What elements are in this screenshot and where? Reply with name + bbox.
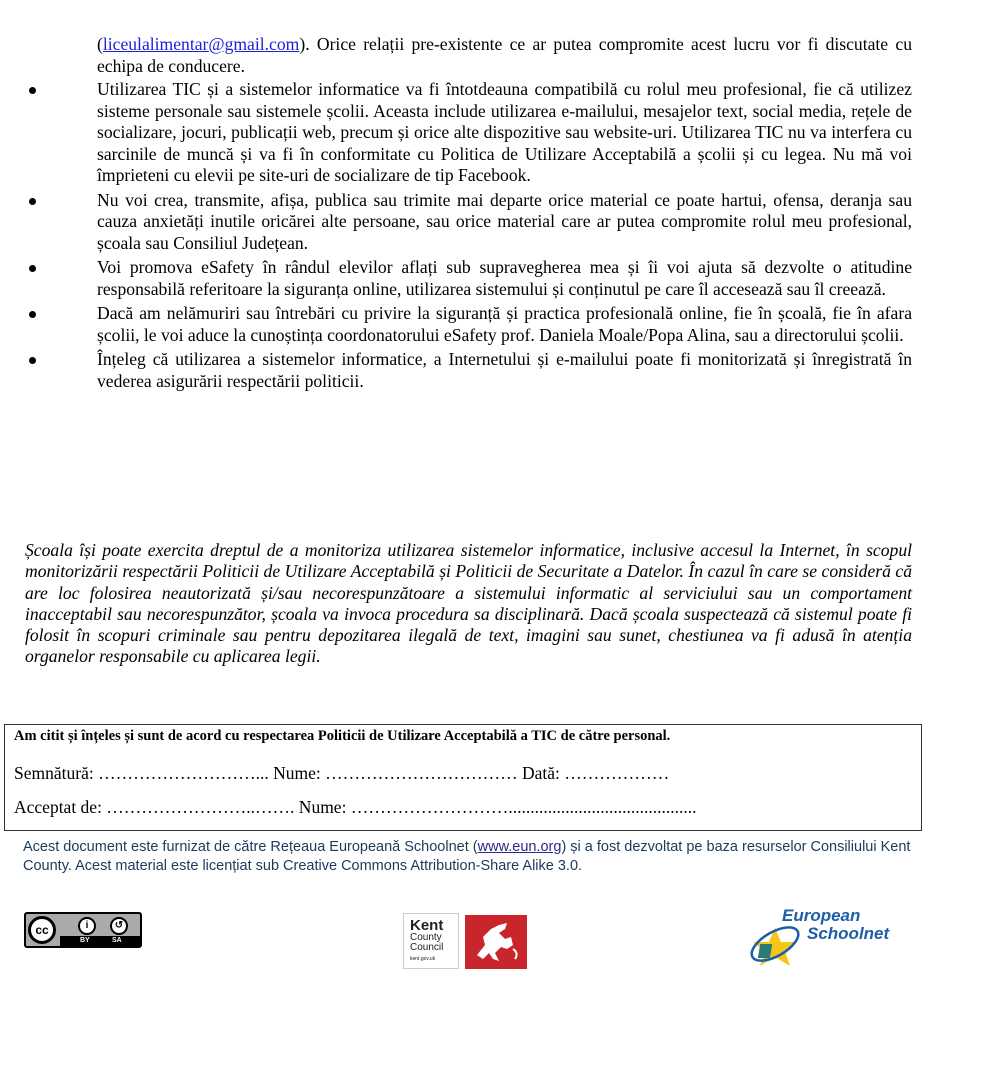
policy-bullet-list [0, 79, 1001, 395]
monitoring-paragraph: Școala își poate exercita dreptul de a monitoriza utilizarea sistemelor informatice, inclusive accesul la Internet, în scopul monitorizării respectării Politicii de Utilizare Acceptabilă și Politicii de Securitate a Datelor. În cazul în care se consideră că are loc folosirea neautorizată și/sau necorespunzătoare a sistemului informatic al serviciului sau un comportament inacceptabil sau necorespunzător, școala va invoca procedura sa disciplinară. Dacă școala suspectează că sistemul poate fi folosit în scopuri criminale sau pentru depozitarea ilegală de text, imagini sau sunet, chestiunea va fi adusă în atenția organelor responsabile cu aplicarea legii. [25, 540, 912, 667]
kent-line-4: kent.gov.uk [410, 956, 436, 962]
eun-line-2: Schoolnet [807, 924, 890, 943]
kent-line-3: Council [410, 942, 444, 953]
kent-line-2: County [410, 932, 442, 943]
open-paren: ( [97, 34, 103, 54]
bullet-icon [29, 198, 36, 205]
bullet-text: Dacă am nelămuriri sau întrebări cu privire la siguranță și practica profesională online, fie în școală, fie în afara școlii, le voi aduce la cunoștința coordonatorului eSafety prof. Daniela Moale/Popa Alina, sau a directorului școlii. [97, 303, 912, 345]
list-item [0, 79, 912, 187]
bullet-text: Înțeleg că utilizarea a sistemelor informatice, a Internetului și e-mailului poate fi monitorizată și înregistrată în vederea asigurării respectării politicii. [97, 349, 912, 391]
accepted-by-row: Acceptat de: ……………………..……. Nume: ………………………........................................... [14, 797, 697, 817]
bullet-text: Nu voi crea, transmite, afișa, publica sau trimite mai departe orice material ce poate hartui, ofensa, deranja sau cauza anxietăți inutile oricărei alte persoane, sau orice material care ar putea compromite rolul meu profesional, școala sau Consiliul Județean. [97, 189, 912, 253]
creative-commons-logo [24, 912, 142, 948]
bullet-text: Voi promova eSafety în rândul elevilor aflați sub supravegherea mea și îi voi ajuta să dezvolte o atitudine responsabilă referitoare la siguranța online, utilizarea sistemului și conținutul pe care îl accesează sau îl creează. [97, 257, 912, 299]
european-schoolnet-logo [745, 906, 915, 972]
sa-label: SA [112, 937, 122, 944]
attribution-icon: i [78, 917, 96, 935]
bullet-icon [29, 357, 36, 364]
email-link[interactable]: liceulalimentar@gmail.com [102, 34, 300, 54]
list-item [0, 349, 912, 392]
eun-line-1: European [782, 906, 861, 925]
kent-line-1: Kent [410, 917, 444, 934]
bullet-icon [29, 265, 36, 272]
continuation-paragraph [97, 34, 912, 77]
share-alike-icon: ↺ [110, 917, 128, 935]
white-horse-icon [465, 915, 527, 969]
license-text-start: Acest document este furnizat de către Rețeaua Europeană Schoolnet ( [23, 839, 478, 855]
continuation-text: ). Orice relații pre-existente ce ar putea compromite acest lucru vor fi discutate cu echipa de conducere. [97, 34, 912, 76]
license-text-end: ) și a fost dezvoltat pe baza resurselor Consiliului Kent County. Acest material este licențiat sub Creative Commons Attribution-Share Alike 3.0. [23, 839, 911, 874]
cc-license-band [60, 936, 140, 946]
list-item [0, 303, 912, 346]
eun-link[interactable]: www.eun.org [477, 839, 562, 855]
signature-box [4, 724, 922, 831]
signature-row: Semnătură: ………………………... Nume: …………………………… Dată: ……………… [14, 763, 670, 783]
list-item [0, 257, 912, 300]
kent-county-council-logo [403, 913, 527, 969]
cc-icon: cc [28, 916, 56, 944]
by-label: BY [80, 937, 90, 944]
bullet-icon [29, 87, 36, 94]
kent-wordmark [403, 913, 459, 969]
bullet-icon [29, 311, 36, 318]
license-note [23, 838, 913, 876]
list-item [0, 190, 912, 255]
bullet-text: Utilizarea TIC și a sistemelor informatice va fi întotdeauna compatibilă cu rolul meu profesional, fie că utilizez sisteme personale sau sistemele școlii. Aceasta include utilizarea e-mailului, mesajelor text, social media, rețele de socializare, jocuri, publicații web, precum și orice alte dispozitive sau website-uri. Utilizarea TIC nu va interfera cu sarcinile de muncă și va fi în conformitate cu Politica de Utilizare Acceptabilă a școlii și cu legea. Nu mă voi împrieteni cu elevii pe site-uri de socializare de tip Facebook. [97, 79, 912, 185]
agreement-heading: Am citit și înțeles și sunt de acord cu respectarea Politicii de Utilizare Acceptabilă a TIC de către personal. [14, 728, 671, 744]
